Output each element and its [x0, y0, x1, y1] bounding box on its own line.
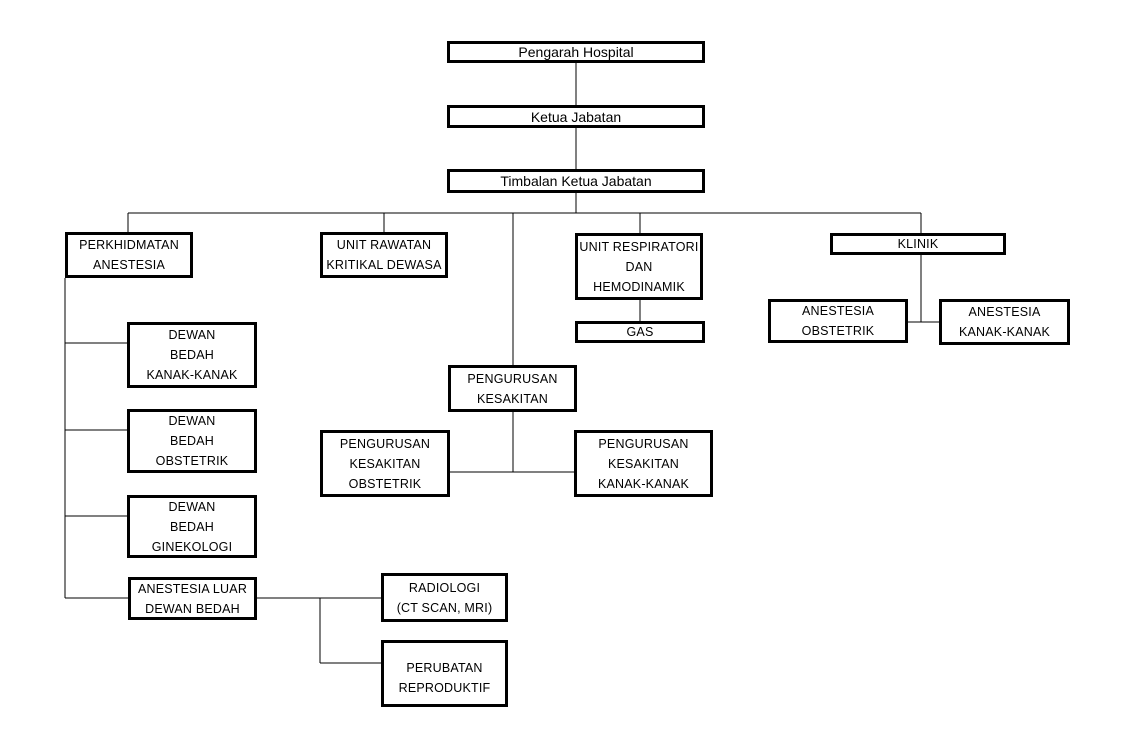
node-unit-rawatan-kritikal-dewasa-label: UNIT RAWATAN	[336, 238, 432, 252]
node-perkhidmatan-anestesia	[65, 232, 193, 278]
node-perubatan-reproduktif	[381, 640, 508, 707]
node-dewan-bedah-kanak-kanak	[127, 322, 257, 388]
node-pengurusan-kesakitan-label: KESAKITAN	[476, 391, 549, 406]
node-perubatan-reproduktif-label: REPRODUKTIF	[398, 681, 491, 695]
node-pengurusan-kesakitan-obstetrik-label: OBSTETRIK	[348, 476, 422, 491]
node-radiologi-ct-scan-mri	[381, 573, 508, 622]
node-anestesia-kanak-kanak	[939, 299, 1070, 345]
node-pengurusan-kesakitan-obstetrik-label: KESAKITAN	[349, 456, 421, 471]
node-klinik-label: KLINIK	[897, 237, 939, 251]
node-unit-rawatan-kritikal-dewasa	[320, 232, 448, 278]
node-unit-respiratori-dan-hemodinamik-label: UNIT RESPIRATORI	[579, 239, 699, 254]
node-pengurusan-kesakitan-kanak-kanak-label: PENGURUSAN	[598, 436, 689, 451]
node-dewan-bedah-obstetrik-label: DEWAN	[168, 414, 216, 428]
node-pengurusan-kesakitan-kanak-kanak-label: KESAKITAN	[607, 456, 680, 471]
node-pengurusan-kesakitan-kanak-kanak-label: KANAK-KANAK	[597, 476, 690, 491]
node-unit-rawatan-kritikal-dewasa-label: KRITIKAL DEWASA	[326, 258, 442, 272]
node-pengurusan-kesakitan-obstetrik	[320, 430, 450, 497]
node-timbalan-ketua-jabatan	[447, 169, 705, 193]
node-dewan-bedah-kanak-kanak-label: KANAK-KANAK	[146, 368, 238, 382]
node-gas-label: GAS	[626, 325, 654, 339]
node-pengurusan-kesakitan-label: PENGURUSAN	[467, 371, 558, 386]
node-anestesia-obstetrik-label: OBSTETRIK	[801, 324, 875, 338]
node-radiologi-ct-scan-mri-label: (CT SCAN, MRI)	[396, 600, 493, 615]
node-pengarah-hospital	[447, 41, 705, 63]
node-dewan-bedah-ginekologi-label: DEWAN	[168, 499, 216, 514]
node-dewan-bedah-obstetrik-label: BEDAH	[169, 434, 215, 448]
node-anestesia-obstetrik-label: ANESTESIA	[802, 304, 874, 318]
node-dewan-bedah-obstetrik-label: OBSTETRIK	[155, 454, 229, 468]
node-perubatan-reproduktif-label: PERUBATAN	[406, 661, 483, 675]
node-unit-respiratori-dan-hemodinamik	[575, 233, 703, 300]
node-pengurusan-kesakitan-kanak-kanak	[574, 430, 713, 497]
node-ketua-jabatan-label: Ketua Jabatan	[530, 108, 622, 125]
node-pengarah-hospital-label: Pengarah Hospital	[518, 44, 634, 60]
node-dewan-bedah-ginekologi-label: BEDAH	[169, 519, 215, 534]
node-dewan-bedah-kanak-kanak-label: DEWAN	[168, 328, 216, 342]
node-timbalan-ketua-jabatan-label: Timbalan Ketua Jabatan	[500, 173, 652, 189]
node-perkhidmatan-anestesia-label: PERKHIDMATAN	[79, 238, 179, 252]
node-perkhidmatan-anestesia-label: ANESTESIA	[93, 258, 165, 272]
node-dewan-bedah-ginekologi-label: GINEKOLOGI	[151, 539, 233, 554]
node-anestesia-luar-dewan-bedah-label: ANESTESIA LUAR	[137, 581, 248, 596]
node-anestesia-luar-dewan-bedah-label: DEWAN BEDAH	[145, 601, 240, 616]
node-dewan-bedah-ginekologi	[127, 495, 257, 558]
node-gas	[575, 321, 705, 343]
node-dewan-bedah-obstetrik	[127, 409, 257, 473]
node-unit-respiratori-dan-hemodinamik-label: DAN	[625, 259, 653, 274]
node-pengurusan-kesakitan	[448, 365, 577, 412]
node-anestesia-kanak-kanak-label: KANAK-KANAK	[958, 325, 1051, 339]
node-anestesia-luar-dewan-bedah	[128, 577, 257, 620]
node-pengurusan-kesakitan-obstetrik-label: PENGURUSAN	[339, 436, 431, 451]
node-dewan-bedah-kanak-kanak-label: BEDAH	[169, 348, 215, 362]
node-ketua-jabatan	[447, 105, 705, 128]
node-unit-respiratori-dan-hemodinamik-label: HEMODINAMIK	[593, 279, 685, 294]
node-radiologi-ct-scan-mri-label: RADIOLOGI	[408, 580, 481, 595]
node-anestesia-obstetrik	[768, 299, 908, 343]
node-klinik	[830, 233, 1006, 255]
node-anestesia-kanak-kanak-label: ANESTESIA	[968, 305, 1041, 319]
